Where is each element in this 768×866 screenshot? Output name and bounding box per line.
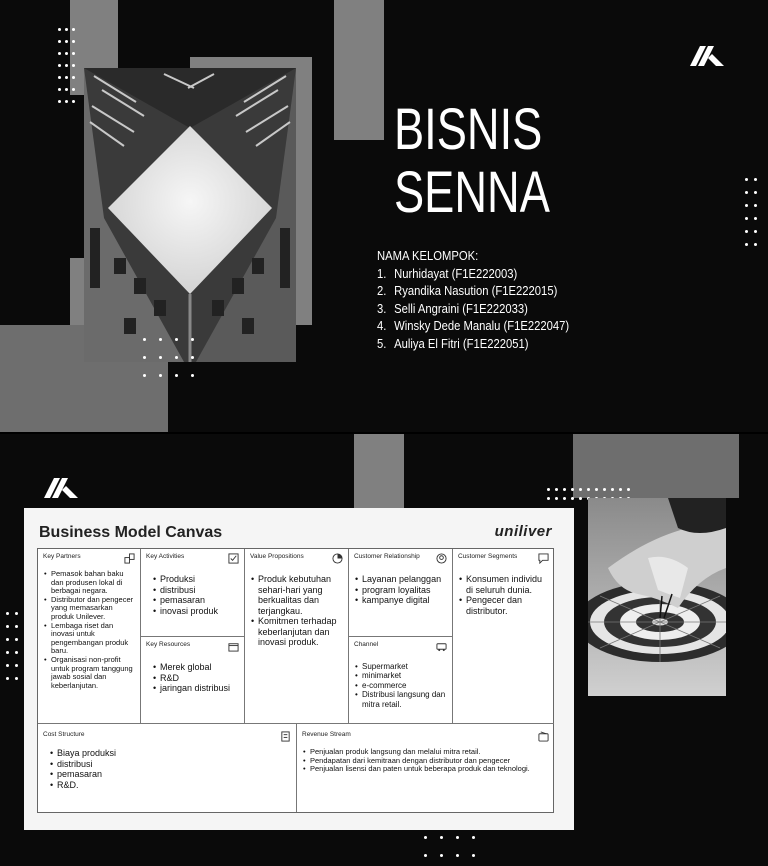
dot-pattern bbox=[424, 836, 488, 857]
list-item: • jaringan distribusi bbox=[152, 683, 239, 694]
factory-icon bbox=[228, 641, 239, 652]
list-item: • Komitmen terhadap keberlanjutan dan inovasi produk. bbox=[250, 616, 343, 648]
list-item: • Supermarket bbox=[354, 662, 447, 671]
member-name: Auliya El Fitri (F1E222051) bbox=[394, 336, 529, 351]
checkbox-icon bbox=[228, 553, 239, 564]
cell-cost-structure bbox=[38, 724, 297, 812]
list-item: • e-commerce bbox=[354, 681, 447, 690]
k-logo-icon bbox=[690, 44, 726, 68]
list-item: • Penjualan lisensi dan paten untuk beberapa produk dan teknologi. bbox=[302, 765, 549, 774]
cell-title: Customer Segments bbox=[458, 553, 518, 560]
list-item: • Produk kebutuhan sehari-hari yang berkualitas dan terjangkau. bbox=[250, 574, 343, 616]
list-item: • Pengecer dan distributor. bbox=[458, 595, 549, 616]
cell-title: Customer Relationship bbox=[354, 553, 420, 560]
cell-title: Key Activities bbox=[146, 553, 185, 560]
list-item: • Merek global bbox=[152, 662, 239, 673]
list-item: • kampanye digital bbox=[354, 595, 447, 606]
bmc-grid bbox=[37, 548, 554, 813]
title-slide bbox=[0, 0, 768, 432]
document-icon bbox=[280, 731, 291, 742]
cell-key-partners bbox=[38, 549, 141, 724]
member-row bbox=[377, 266, 569, 284]
title-line-2: SENNA bbox=[394, 160, 550, 225]
list-item: • Distributor dan pengecer yang memasarkan produk Unilever. bbox=[43, 596, 135, 622]
list-item: • minimarket bbox=[354, 671, 447, 680]
list-item: • Lembaga riset dan inovasi untuk pengembangan produk baru. bbox=[43, 622, 135, 656]
member-number: 2. bbox=[377, 284, 387, 298]
member-row bbox=[377, 336, 569, 354]
bmc-title: Business Model Canvas bbox=[39, 524, 223, 541]
title-line-1: BISNIS bbox=[394, 97, 543, 162]
list-item: • Produksi bbox=[152, 574, 239, 585]
grey-block bbox=[354, 434, 404, 508]
list-item: • Organisasi non-profit untuk program tanggung jawab sosial dan keberlanjutan. bbox=[43, 656, 135, 690]
member-name: Winsky Dede Manalu (F1E222047) bbox=[394, 319, 570, 333]
list-item: • inovasi produk bbox=[152, 606, 239, 617]
user-circle-icon bbox=[436, 553, 447, 564]
list-item: • Biaya produksi bbox=[49, 748, 291, 759]
list-item: • R&D bbox=[152, 673, 239, 684]
member-number: 3. bbox=[377, 301, 387, 316]
chat-icon bbox=[538, 553, 549, 564]
list-item: • Penjualan produk langsung dan melalui mitra retail. bbox=[302, 748, 549, 757]
list-item: • pemasaran bbox=[49, 769, 291, 780]
member-name: Ryandika Nasution (F1E222015) bbox=[394, 284, 558, 298]
member-number: 4. bbox=[377, 319, 387, 333]
cell-title: Key Resources bbox=[146, 641, 191, 648]
list-item: • Pendapatan dari kemitraan dengan distributor dan pengecer bbox=[302, 757, 549, 766]
brand-logo-text: uniliver bbox=[494, 523, 552, 540]
list-item: • R&D. bbox=[49, 780, 291, 791]
list-item: • distribusi bbox=[49, 759, 291, 770]
building-courtyard-photo-graphic bbox=[84, 68, 296, 362]
list-item: • pemasaran bbox=[152, 595, 239, 606]
member-name: Selli Angraini (F1E222033) bbox=[394, 301, 528, 316]
list-item: • Pemasok bahan baku dan produsen lokal di berbagai negara. bbox=[43, 570, 135, 596]
k-logo-icon bbox=[44, 476, 80, 500]
cell-title: Cost Structure bbox=[43, 731, 85, 738]
dot-pattern bbox=[58, 28, 79, 103]
list-item: • program loyalitas bbox=[354, 585, 447, 596]
building-courtyard-photo bbox=[84, 68, 296, 362]
truck-icon bbox=[436, 641, 447, 652]
list-item: • Konsumen individu di seluruh dunia. bbox=[458, 574, 549, 595]
dartboard-hands-photo bbox=[588, 498, 726, 696]
cell-title: Value Propositions bbox=[250, 553, 304, 560]
member-row bbox=[377, 318, 569, 336]
dot-pattern bbox=[745, 178, 763, 246]
member-name: Nurhidayat (F1E222003) bbox=[394, 266, 518, 281]
cell-key-activities bbox=[141, 549, 245, 637]
cell-revenue-stream bbox=[297, 724, 554, 812]
member-number: 1. bbox=[377, 266, 387, 281]
cell-key-resources bbox=[141, 637, 245, 724]
business-model-slide bbox=[0, 434, 768, 866]
member-number: 5. bbox=[377, 336, 387, 351]
list-item: • Distribusi langsung dan mitra retail. bbox=[354, 690, 447, 709]
members-heading: NAMA KELOMPOK: bbox=[377, 249, 479, 263]
dartboard-hands-photo-graphic bbox=[588, 498, 726, 696]
cell-title: Channel bbox=[354, 641, 379, 648]
cell-channel bbox=[349, 637, 453, 724]
dot-pattern bbox=[6, 612, 24, 680]
list-item: • Layanan pelanggan bbox=[354, 574, 447, 585]
link-icon bbox=[124, 553, 135, 564]
grey-block bbox=[334, 0, 384, 140]
cell-title: Revenue Stream bbox=[302, 731, 351, 738]
group-members bbox=[377, 248, 569, 353]
cell-value-propositions bbox=[245, 549, 349, 724]
list-item: • distribusi bbox=[152, 585, 239, 596]
cell-customer-segments bbox=[453, 549, 554, 724]
member-row bbox=[377, 301, 569, 319]
wallet-icon bbox=[538, 731, 549, 742]
cell-customer-relationship bbox=[349, 549, 453, 637]
member-row bbox=[377, 283, 569, 301]
cell-title: Key Partners bbox=[43, 553, 81, 560]
gift-icon bbox=[332, 553, 343, 564]
dot-pattern bbox=[143, 338, 207, 377]
business-model-canvas-card bbox=[24, 508, 574, 830]
